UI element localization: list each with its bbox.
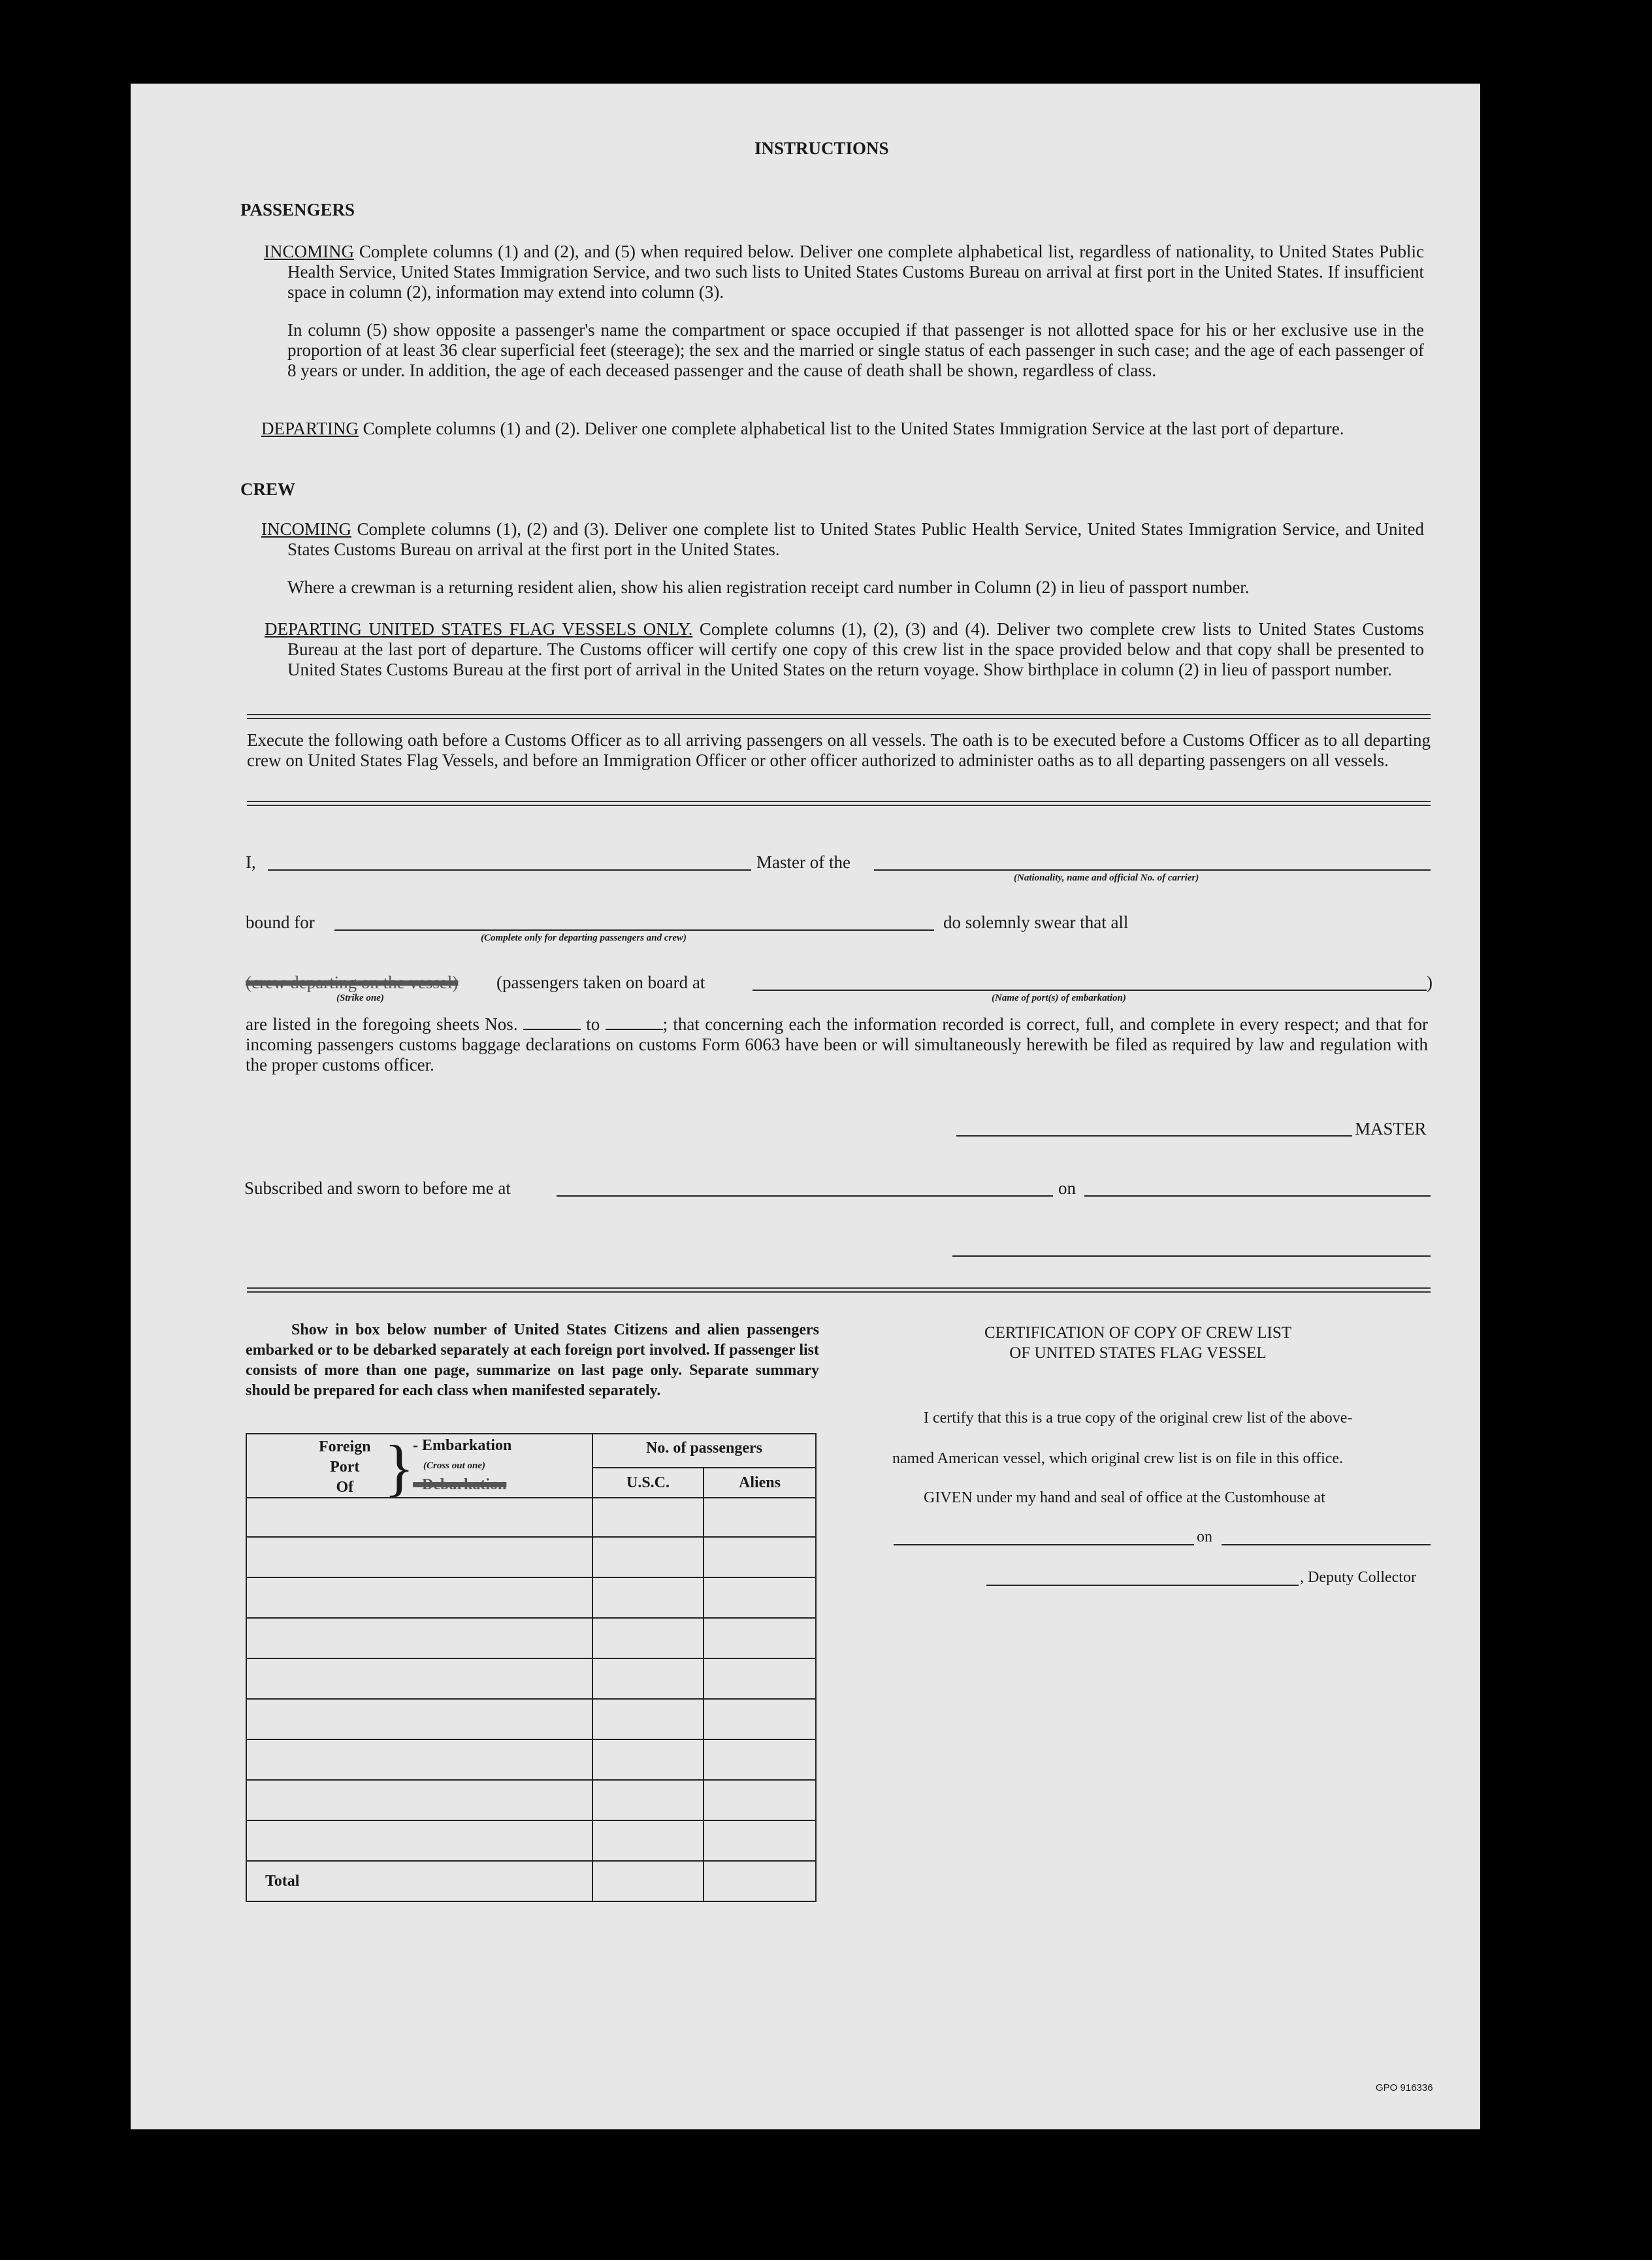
aliens-cell[interactable]	[704, 1498, 816, 1537]
ports-caption: (Name of port(s) of embarkation)	[992, 993, 1126, 1003]
port-cell[interactable]	[246, 1658, 592, 1699]
sheet-to-field[interactable]	[606, 1017, 663, 1030]
port-cell[interactable]	[246, 1820, 592, 1861]
usc-cell[interactable]	[592, 1498, 704, 1537]
aliens-cell[interactable]	[704, 1618, 816, 1658]
usc-cell[interactable]	[592, 1537, 704, 1577]
cert-on-label: on	[1197, 1528, 1212, 1545]
port-cell[interactable]	[246, 1739, 592, 1780]
divider	[247, 714, 1431, 719]
aliens-cell[interactable]	[704, 1658, 816, 1699]
port-cell[interactable]	[246, 1537, 592, 1577]
passengers-departing-label: DEPARTING	[261, 419, 359, 438]
master-name-field[interactable]	[268, 869, 751, 871]
gpo-number: GPO 916336	[1376, 2082, 1433, 2093]
aliens-header: Aliens	[704, 1468, 816, 1498]
usc-cell[interactable]	[592, 1739, 704, 1780]
close-paren: )	[1427, 973, 1433, 992]
passengers-incoming-text: Complete columns (1) and (2), and (5) when required below. Deliver one complete alphabetical list, regardless of nationality, to United States Public Health Service, United States Immigration Service, and two such lists to United States Customs Bureau on arrival at first port in the United States. If insufficient space in column (2), information may extend into column (3).	[287, 242, 1424, 302]
certification-title-line2: OF UNITED STATES FLAG VESSEL	[1009, 1344, 1267, 1362]
crew-departing-label: DEPARTING UNITED STATES FLAG VESSELS ONLY.	[265, 619, 693, 639]
usc-cell[interactable]	[592, 1658, 704, 1699]
aliens-cell[interactable]	[704, 1739, 816, 1780]
usc-cell[interactable]	[592, 1820, 704, 1861]
usc-cell[interactable]	[592, 1577, 704, 1618]
port-cell[interactable]	[246, 1498, 592, 1537]
divider	[247, 1287, 1431, 1293]
to-label: to	[586, 1014, 600, 1034]
no-passengers-header: No. of passengers	[592, 1434, 816, 1468]
usc-cell[interactable]	[592, 1699, 704, 1739]
oath-i-label: I,	[246, 852, 256, 872]
customhouse-field[interactable]	[894, 1544, 1194, 1545]
aliens-cell[interactable]	[704, 1537, 816, 1577]
swear-label: do solemnly swear that all	[943, 912, 1129, 932]
page-title: INSTRUCTIONS	[754, 138, 889, 158]
bound-for-field[interactable]	[334, 929, 934, 931]
bound-for-caption: (Complete only for departing passengers and crew)	[481, 933, 687, 943]
aliens-total-cell[interactable]	[704, 1861, 816, 1901]
usc-cell[interactable]	[592, 1780, 704, 1820]
brace-icon: }	[384, 1432, 415, 1502]
passengers-column5-paragraph: In column (5) show opposite a passenger's name the compartment or space occupied if that passenger is not allotted space for his or her exclusive use in the proportion of at least 36 clear superficial feet (steerage); the sex and the married or single status of each passenger in such case; and the age of each passenger of 8 years or under. In addition, the age of each deceased passenger and the cause of death shall be shown, regardless of class.	[287, 320, 1424, 380]
embarkation-label: - Embarkation	[413, 1437, 512, 1454]
nationality-caption: (Nationality, name and official No. of carrier)	[1014, 873, 1199, 883]
certification-title-line1: CERTIFICATION OF COPY OF CREW LIST	[984, 1324, 1292, 1342]
crew-incoming-label: INCOMING	[261, 519, 351, 539]
strike-caption: (Strike one)	[336, 993, 384, 1003]
ports-field[interactable]	[753, 990, 1427, 991]
sworn-date-field[interactable]	[1084, 1195, 1431, 1197]
passengers-heading: PASSENGERS	[240, 200, 355, 219]
aliens-cell[interactable]	[704, 1820, 816, 1861]
crew-incoming-paragraph	[261, 519, 1424, 560]
listed-prefix: are listed in the foregoing sheets Nos.	[246, 1014, 518, 1034]
port-cell[interactable]	[246, 1577, 592, 1618]
passengers-departing-paragraph	[261, 419, 1424, 439]
passengers-departing-text: Complete columns (1) and (2). Deliver one complete alphabetical list to the United States Immigration Service at the last port of departure.	[363, 419, 1344, 438]
foreign-port-of: Foreign Port Of	[319, 1438, 371, 1496]
divider	[247, 801, 1431, 806]
cert-date-field[interactable]	[1222, 1544, 1431, 1545]
aliens-cell[interactable]	[704, 1577, 816, 1618]
usc-cell[interactable]	[592, 1618, 704, 1658]
deputy-label: , Deputy Collector	[1300, 1569, 1416, 1586]
crew-heading: CREW	[240, 479, 296, 499]
sworn-on-label: on	[1058, 1178, 1076, 1198]
port-cell[interactable]	[246, 1699, 592, 1739]
crew-resident-paragraph: Where a crewman is a returning resident alien, show his alien registration receipt card number in Column (2) in lieu of passport number.	[287, 577, 1250, 597]
passenger-summary-table	[246, 1433, 817, 1902]
master-of-label: Master of the	[756, 852, 850, 872]
crew-departing-paragraph	[265, 619, 1425, 680]
certify-line1: I certify that this is a true copy of the original crew list of the above-	[924, 1410, 1353, 1427]
cross-out-label: (Cross out one)	[423, 1461, 486, 1471]
listed-paragraph	[246, 1014, 1428, 1075]
port-cell[interactable]	[246, 1618, 592, 1658]
debarkation-label: - Debarkation	[413, 1476, 507, 1493]
master-label: MASTER	[1355, 1119, 1427, 1138]
passengers-taken-label: (passengers taken on board at	[496, 973, 705, 992]
certify-line2: named American vessel, which original crew list is on file in this office.	[892, 1450, 1344, 1467]
listed-suffix: ; that concerning each the information recorded is correct, full, and complete in every respect; and that for incoming passengers customs baggage declarations on customs Form 6063 have been or will simultaneously herewith be filed as required by law and regulation with the proper customs officer.	[246, 1014, 1429, 1074]
port-header-cell	[246, 1432, 592, 1502]
oath-intro: Execute the following oath before a Customs Officer as to all arriving passengers on all vessels. The oath is to be executed before a Customs Officer as to all departing crew on United States Flag Vessels, and before an Immigration Officer or other officer authorized to administer oaths as to all departing passengers on all vessels.	[247, 730, 1431, 770]
aliens-cell[interactable]	[704, 1699, 816, 1739]
master-signature-field[interactable]	[956, 1135, 1352, 1137]
usc-header: U.S.C.	[592, 1468, 704, 1498]
aliens-cell[interactable]	[704, 1780, 816, 1820]
total-label: Total	[246, 1861, 592, 1901]
deputy-signature-field[interactable]	[986, 1585, 1299, 1586]
crew-incoming-text: Complete columns (1), (2) and (3). Deliver one complete list to United States Public Health Service, United States Immigration Service, and United States Customs Bureau on arrival at the first port in the United States.	[287, 519, 1424, 559]
given-text: GIVEN under my hand and seal of office at the Customhouse at	[924, 1489, 1325, 1506]
sworn-place-field[interactable]	[557, 1195, 1053, 1197]
carrier-field[interactable]	[874, 869, 1431, 871]
crew-departing-struck: (crew departing on the vessel)	[246, 973, 459, 992]
certification-title	[898, 1323, 1378, 1363]
subscribed-label: Subscribed and sworn to before me at	[244, 1178, 511, 1198]
bound-for-label: bound for	[246, 912, 315, 932]
form-page	[131, 84, 1480, 2129]
sheet-from-field[interactable]	[523, 1017, 581, 1030]
officer-signature-field[interactable]	[952, 1255, 1431, 1257]
passengers-incoming-paragraph	[264, 242, 1424, 302]
passengers-incoming-label: INCOMING	[264, 242, 354, 261]
usc-total-cell[interactable]	[592, 1861, 704, 1901]
summary-instructions: Show in box below number of United States Citizens and alien passengers embarked or to be debarked separately at each foreign port involved. If passenger list consists of more than one page, summarize on last page only. Separate summary should be prepared for each class when manifested separately.	[246, 1321, 819, 1399]
crew-departing-text: Complete columns (1), (2), (3) and (4). Deliver two complete crew lists to United States Customs Bureau at the last port of departure. The Customs officer will certify one copy of this crew list in the space provided below and that copy shall be presented to United States Customs Bureau at the first port of arrival in the United States on the return voyage. Show birthplace in column (2) in lieu of passport number.	[287, 619, 1425, 679]
port-cell[interactable]	[246, 1780, 592, 1820]
